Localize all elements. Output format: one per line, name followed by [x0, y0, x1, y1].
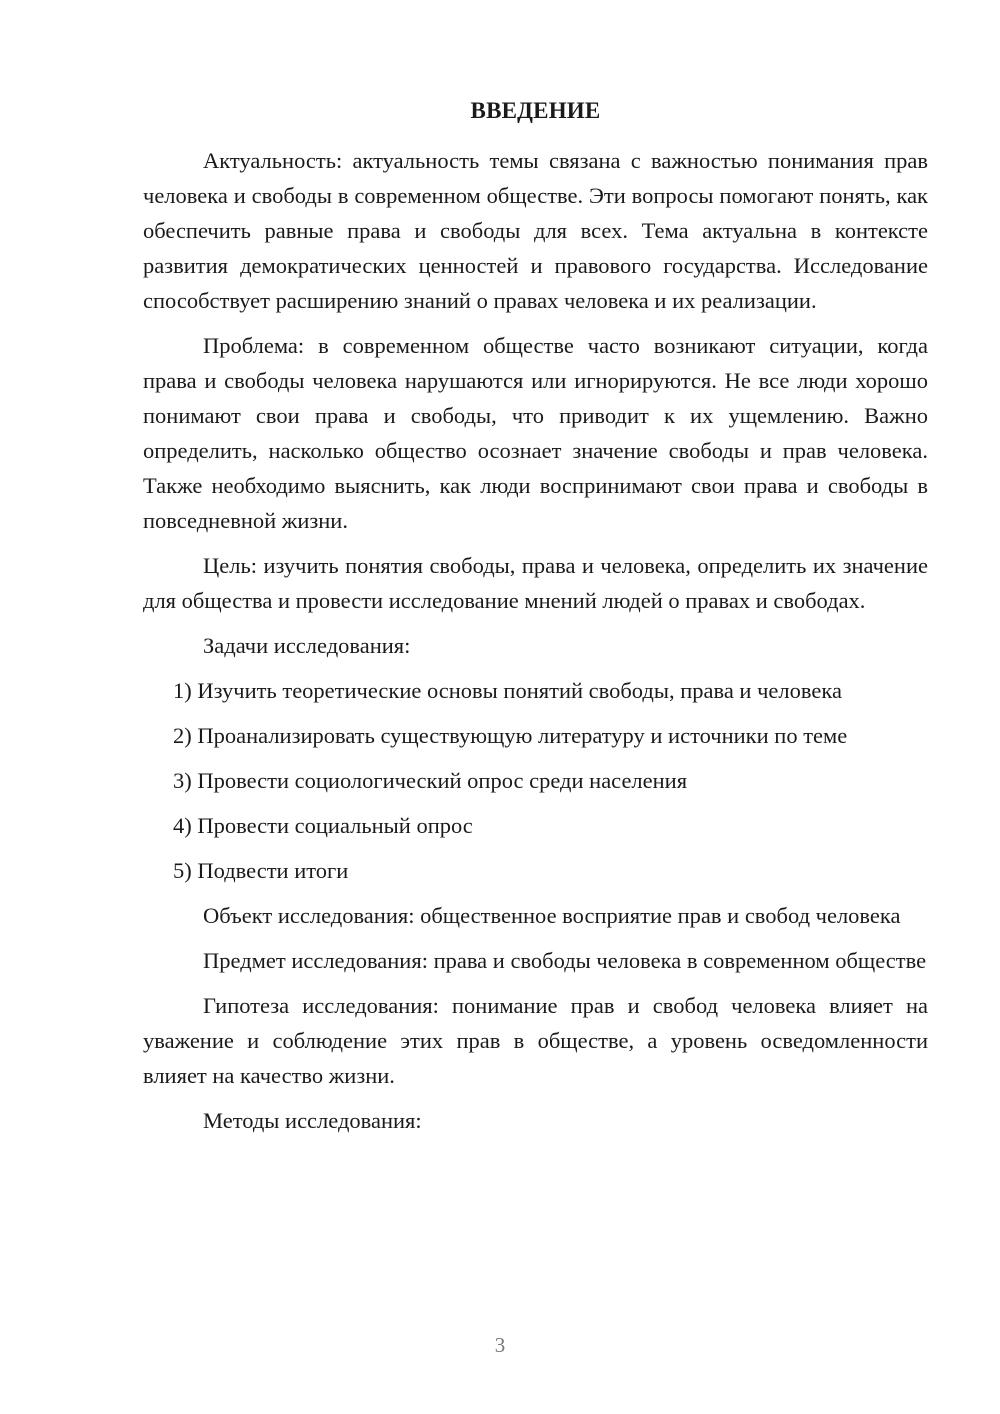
paragraph-subject: Предмет исследования: права и свободы человека в современном обществе [203, 948, 927, 973]
list-item: 1) Изучить теоретические основы понятий свободы, права и человека [173, 678, 842, 703]
paragraph-relevance: Актуальность: актуальность темы связана с важностью понимания прав человека и свободы в современном обществе. Эти вопросы помогают понять, как обеспечить равные права и свободы для всех. Тема актуальна в контексте развития демократических ценностей и правового государства. Исследование способствует расширению знаний о правах человека и их реализации. [143, 148, 928, 313]
list-item: 3) Провести социологический опрос среди населения [173, 768, 688, 793]
list-item: 4) Провести социальный опрос [173, 813, 473, 838]
page-title: ВВЕДЕНИЕ [470, 98, 601, 123]
page-number: 3 [494, 1333, 506, 1357]
list-item: 2) Проанализировать существующую литературу и источники по теме [173, 723, 848, 748]
list-item: 5) Подвести итоги [173, 858, 349, 883]
paragraph-methods: Методы исследования: [203, 1108, 422, 1133]
paragraph-problem: Проблема: в современном обществе часто возникают ситуации, когда права и свободы человека нарушаются или игнорируются. Не все люди хорошо понимают свои права и свободы, что приводит к их ущемлению. Важно определить, насколько общество осознает значение свободы и прав человека. Также необходимо выяснить, как люди воспринимают свои права и свободы в повседневной жизни. [143, 333, 928, 533]
paragraph-object: Объект исследования: общественное восприятие прав и свобод человека [203, 903, 901, 928]
paragraph-hypothesis: Гипотеза исследования: понимание прав и свобод человека влияет на уважение и соблюдение этих прав в обществе, а уровень осведомленности влияет на качество жизни. [143, 993, 928, 1088]
paragraph-tasks-heading: Задачи исследования: [203, 633, 411, 658]
paragraph-goal: Цель: изучить понятия свободы, права и человека, определить их значение для общества и провести исследование мнений людей о правах и свободах. [143, 553, 928, 613]
tasks-list [143, 673, 928, 888]
document-body [143, 143, 928, 1148]
